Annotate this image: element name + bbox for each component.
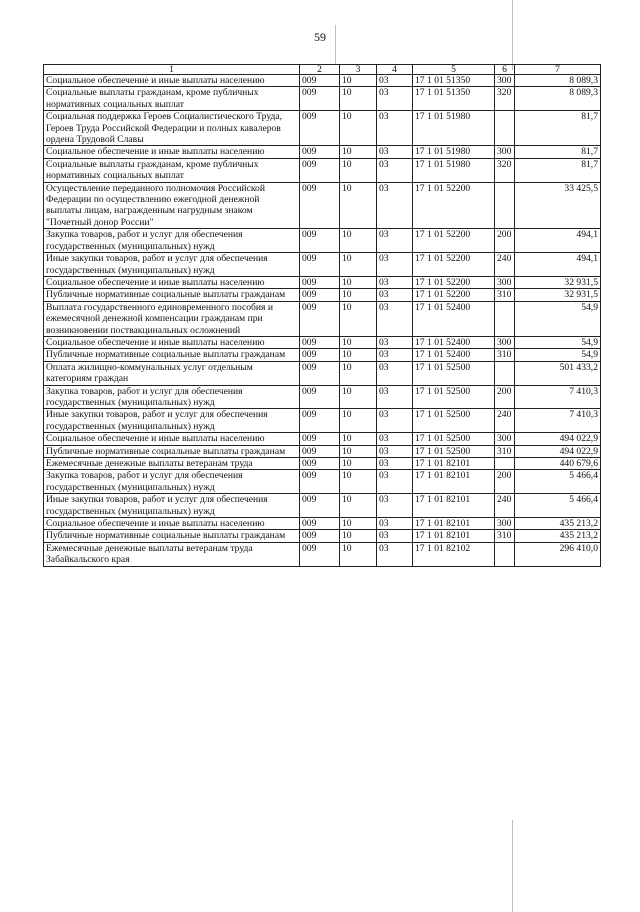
- section-code-cell: 10: [340, 301, 377, 336]
- table-row: [44, 146, 601, 158]
- section-code-cell: 10: [340, 182, 377, 229]
- expense-type-cell: [495, 542, 515, 566]
- expense-type-cell: 200: [495, 385, 515, 409]
- amount-cell: 501 433,2: [515, 361, 601, 385]
- row-name-cell: Иные закупки товаров, работ и услуг для обеспечения государственных (муниципальных) нужд: [44, 253, 300, 277]
- expense-type-cell: [495, 111, 515, 146]
- row-name-cell: Иные закупки товаров, работ и услуг для обеспечения государственных (муниципальных) нужд: [44, 409, 300, 433]
- target-article-cell: 17 1 01 52500: [413, 385, 495, 409]
- target-article-cell: 17 1 01 51980: [413, 146, 495, 158]
- row-name-cell: Оплата жилищно-коммунальных услуг отдельным категориям граждан: [44, 361, 300, 385]
- page-number: 59: [314, 30, 326, 44]
- subsection-code-cell: 03: [377, 229, 413, 253]
- subsection-code-cell: 03: [377, 158, 413, 182]
- amount-cell: 494 022,9: [515, 445, 601, 457]
- row-name-cell: Осуществление переданного полномочия Российской Федерации по осуществлению ежегодной денежной выплаты лицам, награжденным нагрудным знаком "Почетный донор России": [44, 182, 300, 229]
- row-name-cell: Публичные нормативные социальные выплаты гражданам: [44, 445, 300, 457]
- expense-type-cell: [495, 458, 515, 470]
- section-code-cell: 10: [340, 349, 377, 361]
- section-code-cell: 10: [340, 361, 377, 385]
- target-article-cell: 17 1 01 52500: [413, 409, 495, 433]
- expense-type-cell: 240: [495, 409, 515, 433]
- subsection-code-cell: 03: [377, 470, 413, 494]
- table-row: [44, 518, 601, 530]
- amount-cell: 8 089,3: [515, 75, 601, 87]
- table-row: [44, 445, 601, 457]
- target-article-cell: 17 1 01 52400: [413, 349, 495, 361]
- budget-table: [43, 64, 601, 567]
- ministry-code-cell: 009: [300, 158, 340, 182]
- ministry-code-cell: 009: [300, 433, 340, 445]
- ministry-code-cell: 009: [300, 87, 340, 111]
- amount-cell: 494,1: [515, 253, 601, 277]
- section-code-cell: 10: [340, 253, 377, 277]
- expense-type-cell: [495, 301, 515, 336]
- table-row: [44, 276, 601, 288]
- row-name-cell: Социальное обеспечение и иные выплаты населению: [44, 433, 300, 445]
- scan-line: [512, 0, 513, 70]
- section-code-cell: 10: [340, 289, 377, 301]
- subsection-code-cell: 03: [377, 542, 413, 566]
- target-article-cell: 17 1 01 52200: [413, 289, 495, 301]
- section-code-cell: 10: [340, 385, 377, 409]
- amount-cell: 54,9: [515, 301, 601, 336]
- subsection-code-cell: 03: [377, 385, 413, 409]
- amount-cell: 54,9: [515, 336, 601, 348]
- ministry-code-cell: 009: [300, 530, 340, 542]
- subsection-code-cell: 03: [377, 301, 413, 336]
- header-cell: 4: [377, 65, 413, 75]
- subsection-code-cell: 03: [377, 458, 413, 470]
- amount-cell: 33 425,5: [515, 182, 601, 229]
- header-cell: 2: [300, 65, 340, 75]
- amount-cell: 435 213,2: [515, 518, 601, 530]
- ministry-code-cell: 009: [300, 458, 340, 470]
- ministry-code-cell: 009: [300, 301, 340, 336]
- section-code-cell: 10: [340, 409, 377, 433]
- expense-type-cell: 200: [495, 229, 515, 253]
- table-row: [44, 409, 601, 433]
- table-row: [44, 75, 601, 87]
- ministry-code-cell: 009: [300, 494, 340, 518]
- subsection-code-cell: 03: [377, 433, 413, 445]
- expense-type-cell: [495, 361, 515, 385]
- section-code-cell: 10: [340, 470, 377, 494]
- subsection-code-cell: 03: [377, 494, 413, 518]
- ministry-code-cell: 009: [300, 349, 340, 361]
- row-name-cell: Социальные выплаты гражданам, кроме публичных нормативных социальных выплат: [44, 158, 300, 182]
- row-name-cell: Социальное обеспечение и иные выплаты населению: [44, 276, 300, 288]
- scan-line: [335, 25, 336, 65]
- ministry-code-cell: 009: [300, 289, 340, 301]
- ministry-code-cell: 009: [300, 253, 340, 277]
- row-name-cell: Публичные нормативные социальные выплаты гражданам: [44, 349, 300, 361]
- table-row: [44, 361, 601, 385]
- section-code-cell: 10: [340, 158, 377, 182]
- section-code-cell: 10: [340, 75, 377, 87]
- subsection-code-cell: 03: [377, 87, 413, 111]
- table-row: [44, 494, 601, 518]
- table-row: [44, 111, 601, 146]
- section-code-cell: 10: [340, 445, 377, 457]
- row-name-cell: Социальное обеспечение и иные выплаты населению: [44, 146, 300, 158]
- expense-type-cell: 300: [495, 433, 515, 445]
- row-name-cell: Публичные нормативные социальные выплаты гражданам: [44, 289, 300, 301]
- header-cell: 6: [495, 65, 515, 75]
- header-cell: 7: [515, 65, 601, 75]
- ministry-code-cell: 009: [300, 182, 340, 229]
- expense-type-cell: 240: [495, 494, 515, 518]
- amount-cell: 494 022,9: [515, 433, 601, 445]
- row-name-cell: Социальная поддержка Героев Социалистического Труда, Героев Труда Российской Федерации и полных кавалеров ордена Трудовой Славы: [44, 111, 300, 146]
- section-code-cell: 10: [340, 229, 377, 253]
- table-row: [44, 253, 601, 277]
- expense-type-cell: 310: [495, 289, 515, 301]
- amount-cell: 7 410,3: [515, 385, 601, 409]
- ministry-code-cell: 009: [300, 111, 340, 146]
- section-code-cell: 10: [340, 276, 377, 288]
- section-code-cell: 10: [340, 433, 377, 445]
- subsection-code-cell: 03: [377, 349, 413, 361]
- subsection-code-cell: 03: [377, 336, 413, 348]
- row-name-cell: Социальные выплаты гражданам, кроме публичных нормативных социальных выплат: [44, 87, 300, 111]
- table-row: [44, 385, 601, 409]
- table-row: [44, 182, 601, 229]
- row-name-cell: Социальное обеспечение и иные выплаты населению: [44, 518, 300, 530]
- ministry-code-cell: 009: [300, 75, 340, 87]
- expense-type-cell: 310: [495, 349, 515, 361]
- target-article-cell: 17 1 01 51980: [413, 111, 495, 146]
- subsection-code-cell: 03: [377, 276, 413, 288]
- row-name-cell: Ежемесячные денежные выплаты ветеранам труда: [44, 458, 300, 470]
- ministry-code-cell: 009: [300, 518, 340, 530]
- table-row: [44, 530, 601, 542]
- target-article-cell: 17 1 01 51980: [413, 158, 495, 182]
- expense-type-cell: 300: [495, 75, 515, 87]
- subsection-code-cell: 03: [377, 111, 413, 146]
- row-name-cell: Закупка товаров, работ и услуг для обеспечения государственных (муниципальных) нужд: [44, 385, 300, 409]
- row-name-cell: Социальное обеспечение и иные выплаты населению: [44, 75, 300, 87]
- row-name-cell: Публичные нормативные социальные выплаты гражданам: [44, 530, 300, 542]
- scan-line: [512, 820, 513, 912]
- target-article-cell: 17 1 01 51350: [413, 87, 495, 111]
- target-article-cell: 17 1 01 82101: [413, 530, 495, 542]
- ministry-code-cell: 009: [300, 361, 340, 385]
- target-article-cell: 17 1 01 82101: [413, 494, 495, 518]
- table-row: [44, 229, 601, 253]
- table-row: [44, 470, 601, 494]
- ministry-code-cell: 009: [300, 146, 340, 158]
- expense-type-cell: 240: [495, 253, 515, 277]
- subsection-code-cell: 03: [377, 146, 413, 158]
- subsection-code-cell: 03: [377, 530, 413, 542]
- target-article-cell: 17 1 01 82101: [413, 470, 495, 494]
- header-cell: 3: [340, 65, 377, 75]
- section-code-cell: 10: [340, 530, 377, 542]
- subsection-code-cell: 03: [377, 361, 413, 385]
- target-article-cell: 17 1 01 52500: [413, 445, 495, 457]
- expense-type-cell: 310: [495, 445, 515, 457]
- expense-type-cell: 300: [495, 146, 515, 158]
- section-code-cell: 10: [340, 111, 377, 146]
- target-article-cell: 17 1 01 51350: [413, 75, 495, 87]
- subsection-code-cell: 03: [377, 409, 413, 433]
- target-article-cell: 17 1 01 52400: [413, 336, 495, 348]
- expense-type-cell: 320: [495, 158, 515, 182]
- target-article-cell: 17 1 01 52200: [413, 182, 495, 229]
- ministry-code-cell: 009: [300, 409, 340, 433]
- amount-cell: 8 089,3: [515, 87, 601, 111]
- amount-cell: 81,7: [515, 146, 601, 158]
- section-code-cell: 10: [340, 336, 377, 348]
- amount-cell: 32 931,5: [515, 276, 601, 288]
- table-row: [44, 433, 601, 445]
- row-name-cell: Ежемесячные денежные выплаты ветеранам труда Забайкальского края: [44, 542, 300, 566]
- target-article-cell: 17 1 01 82101: [413, 518, 495, 530]
- amount-cell: 81,7: [515, 158, 601, 182]
- row-name-cell: Иные закупки товаров, работ и услуг для обеспечения государственных (муниципальных) нужд: [44, 494, 300, 518]
- amount-cell: 32 931,5: [515, 289, 601, 301]
- amount-cell: 7 410,3: [515, 409, 601, 433]
- subsection-code-cell: 03: [377, 182, 413, 229]
- amount-cell: 494,1: [515, 229, 601, 253]
- target-article-cell: 17 1 01 52200: [413, 253, 495, 277]
- ministry-code-cell: 009: [300, 229, 340, 253]
- ministry-code-cell: 009: [300, 336, 340, 348]
- table-row: [44, 158, 601, 182]
- expense-type-cell: 310: [495, 530, 515, 542]
- subsection-code-cell: 03: [377, 289, 413, 301]
- section-code-cell: 10: [340, 494, 377, 518]
- target-article-cell: 17 1 01 52400: [413, 301, 495, 336]
- amount-cell: 5 466,4: [515, 494, 601, 518]
- row-name-cell: Социальное обеспечение и иные выплаты населению: [44, 336, 300, 348]
- expense-type-cell: 300: [495, 336, 515, 348]
- section-code-cell: 10: [340, 87, 377, 111]
- row-name-cell: Закупка товаров, работ и услуг для обеспечения государственных (муниципальных) нужд: [44, 229, 300, 253]
- target-article-cell: 17 1 01 52500: [413, 361, 495, 385]
- expense-type-cell: 320: [495, 87, 515, 111]
- table-row: [44, 349, 601, 361]
- table-header-row: [44, 65, 601, 75]
- table-row: [44, 301, 601, 336]
- section-code-cell: 10: [340, 458, 377, 470]
- table-row: [44, 336, 601, 348]
- target-article-cell: 17 1 01 52500: [413, 433, 495, 445]
- section-code-cell: 10: [340, 146, 377, 158]
- ministry-code-cell: 009: [300, 542, 340, 566]
- row-name-cell: Выплата государственного единовременного пособия и ежемесячной денежной компенсации гражданам при возникновении поствакцинальных осложнений: [44, 301, 300, 336]
- target-article-cell: 17 1 01 52200: [413, 276, 495, 288]
- expense-type-cell: 200: [495, 470, 515, 494]
- ministry-code-cell: 009: [300, 470, 340, 494]
- header-cell: 5: [413, 65, 495, 75]
- section-code-cell: 10: [340, 518, 377, 530]
- table-row: [44, 458, 601, 470]
- target-article-cell: 17 1 01 82102: [413, 542, 495, 566]
- amount-cell: 81,7: [515, 111, 601, 146]
- amount-cell: 440 679,6: [515, 458, 601, 470]
- ministry-code-cell: 009: [300, 385, 340, 409]
- amount-cell: 296 410,0: [515, 542, 601, 566]
- ministry-code-cell: 009: [300, 445, 340, 457]
- target-article-cell: 17 1 01 52200: [413, 229, 495, 253]
- section-code-cell: 10: [340, 542, 377, 566]
- expense-type-cell: 300: [495, 276, 515, 288]
- expense-type-cell: [495, 182, 515, 229]
- amount-cell: 435 213,2: [515, 530, 601, 542]
- row-name-cell: Закупка товаров, работ и услуг для обеспечения государственных (муниципальных) нужд: [44, 470, 300, 494]
- table-row: [44, 87, 601, 111]
- expense-type-cell: 300: [495, 518, 515, 530]
- subsection-code-cell: 03: [377, 518, 413, 530]
- subsection-code-cell: 03: [377, 75, 413, 87]
- target-article-cell: 17 1 01 82101: [413, 458, 495, 470]
- amount-cell: 54,9: [515, 349, 601, 361]
- subsection-code-cell: 03: [377, 253, 413, 277]
- ministry-code-cell: 009: [300, 276, 340, 288]
- header-cell: 1: [44, 65, 300, 75]
- table-row: [44, 542, 601, 566]
- amount-cell: 5 466,4: [515, 470, 601, 494]
- table-row: [44, 289, 601, 301]
- subsection-code-cell: 03: [377, 445, 413, 457]
